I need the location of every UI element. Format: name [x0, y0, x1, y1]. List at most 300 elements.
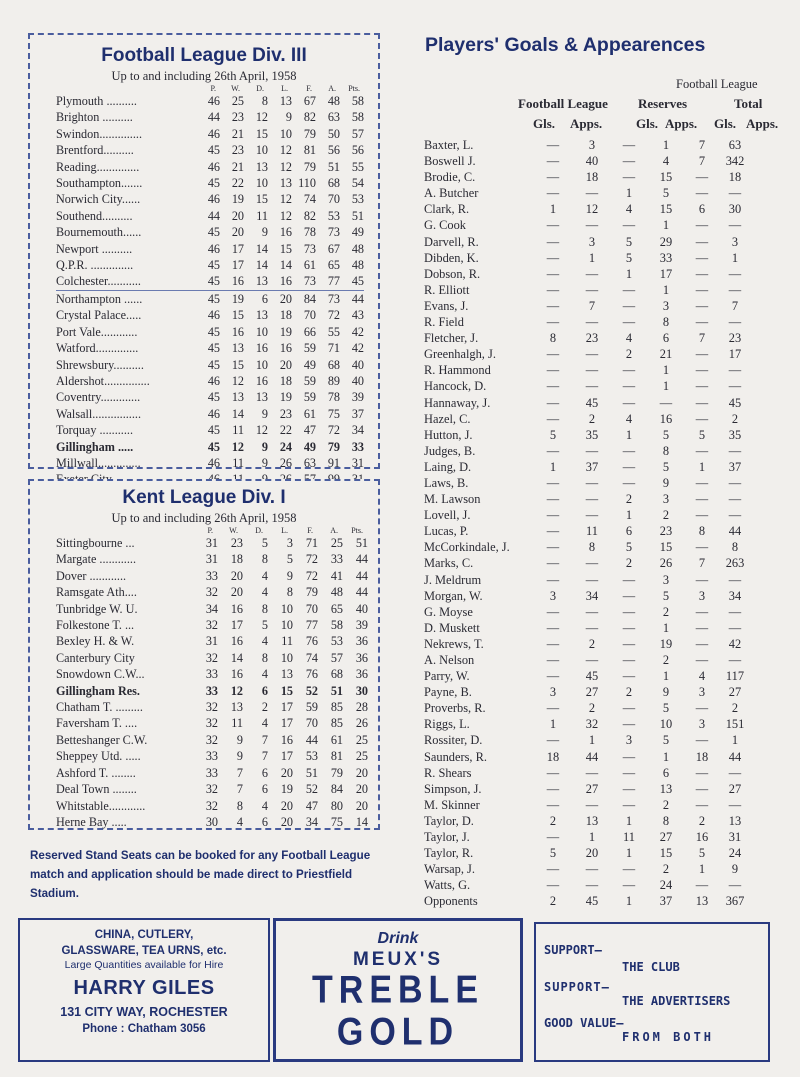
stat-cell: 44	[355, 585, 368, 600]
stat-cell: 15	[279, 241, 292, 256]
table-row	[424, 572, 752, 588]
stat-cell: 33	[205, 667, 218, 682]
stat-cell: 48	[330, 585, 343, 600]
stat-cell: 46	[207, 373, 220, 388]
stat-cell: —	[728, 620, 742, 635]
team-name: Newport ..........	[56, 241, 133, 256]
stat-cell: 14	[230, 650, 243, 665]
table-row	[56, 633, 368, 649]
kent-league-table-box	[28, 479, 380, 830]
stat-cell: 44	[207, 110, 220, 125]
table-row	[424, 491, 752, 507]
stat-cell: 45	[196, 290, 220, 307]
stat-cell: 32	[585, 717, 599, 732]
stat-cell: 78	[327, 390, 340, 405]
table-row	[424, 185, 752, 201]
stat-cell: 10	[280, 650, 293, 665]
stat-cell: 74	[303, 192, 316, 207]
stat-cell: 8	[662, 443, 670, 458]
player-name: G. Cook	[424, 218, 466, 233]
stat-cell: 14	[355, 814, 368, 829]
stat-cell: —	[585, 492, 599, 507]
table-row	[56, 798, 368, 814]
team-name: Canterbury City	[56, 650, 135, 665]
stat-cell: 7	[261, 749, 268, 764]
player-name: Hancock, D.	[424, 379, 487, 394]
stat-cell: —	[728, 186, 742, 201]
stat-cell: 12	[255, 110, 268, 125]
stat-cell: 75	[330, 814, 343, 829]
stat-cell: 9	[662, 685, 670, 700]
stat-cell: 4	[625, 202, 633, 217]
table-row	[424, 378, 752, 394]
stat-cell: 50	[327, 126, 340, 141]
stat-cell: 59	[303, 341, 316, 356]
table-row	[424, 732, 752, 748]
kent-subtitle: Up to and including 26th April, 1958	[111, 511, 297, 525]
table-row	[56, 422, 364, 438]
stat-cell: 17	[280, 700, 293, 715]
meux-brand: MEUX'S	[352, 949, 444, 970]
stat-cell: 82	[303, 208, 316, 223]
stat-cell: —	[728, 443, 742, 458]
stat-cell: 20	[585, 846, 599, 861]
stat-cell: 17	[280, 716, 293, 731]
stat-cell: —	[695, 653, 709, 667]
stat-cell: 20	[355, 798, 368, 813]
stat-cell: —	[622, 669, 636, 684]
table-row	[424, 217, 752, 233]
stat-cell: 46	[207, 455, 220, 470]
stat-cell: 46	[207, 159, 220, 174]
giles-name: HARRY GILES	[73, 977, 215, 999]
table-row	[424, 234, 752, 250]
player-name: Hazel, C.	[424, 411, 471, 426]
stat-cell: 342	[725, 154, 745, 169]
stat-cell: 19	[279, 324, 292, 339]
table-row	[56, 781, 368, 797]
player-name: G. Moyse	[424, 604, 473, 619]
stat-cell: —	[695, 186, 709, 201]
stat-cell: —	[546, 138, 560, 152]
stat-cell: 51	[305, 765, 318, 780]
stat-cell: 151	[725, 717, 745, 732]
player-name: Hannaway, J.	[424, 395, 491, 410]
stat-cell: —	[546, 266, 560, 281]
stat-cell: 1	[662, 282, 670, 297]
stat-cell: —	[546, 347, 560, 362]
stat-cell: —	[546, 475, 560, 490]
team-name: Brighton ..........	[56, 110, 133, 125]
stat-cell: 17	[728, 347, 742, 362]
stat-cell: —	[695, 411, 709, 426]
stat-cell: 1	[625, 846, 633, 861]
stat-cell: 13	[695, 894, 709, 909]
stat-cell: 2	[731, 411, 739, 426]
stat-cell: —	[728, 492, 742, 507]
stat-cell: 33	[330, 552, 343, 567]
stat-cell: 2	[549, 894, 557, 909]
stat-cell: 45	[207, 258, 220, 273]
stat-cell: 13	[255, 390, 268, 405]
table-row	[424, 346, 752, 362]
stat-cell: 74	[305, 650, 318, 665]
stat-cell: 1	[662, 218, 670, 233]
player-name: Lucas, P.	[424, 524, 469, 539]
table-row	[424, 507, 752, 523]
stat-cell: 2	[549, 813, 557, 828]
stat-cell: 45	[585, 395, 599, 410]
stat-cell: 22	[279, 423, 292, 438]
player-name: Laing, D.	[424, 459, 472, 474]
stat-cell: —	[546, 653, 560, 667]
team-name: Brentford..........	[56, 143, 134, 158]
stat-cell: 10	[255, 176, 268, 191]
stat-cell: 13	[280, 667, 293, 682]
stat-cell: 44	[728, 524, 742, 539]
stat-cell: 29	[659, 234, 673, 249]
player-name: A. Butcher	[424, 186, 479, 201]
stat-cell: —	[546, 620, 560, 635]
stat-cell: 2	[261, 700, 268, 715]
table-row	[424, 169, 752, 185]
stat-cell: 2	[662, 862, 670, 877]
div3-header-6: Pts.	[348, 84, 360, 93]
support-line2: THE CLUB	[622, 960, 680, 974]
team-name: Snowdown C.W...	[56, 667, 145, 682]
div3-header-2: D.	[256, 84, 264, 93]
stat-cell: 56	[327, 143, 340, 158]
player-name: Evans, J.	[424, 298, 469, 313]
stat-cell: 42	[351, 341, 364, 356]
stat-cell: 16	[279, 341, 292, 356]
stat-cell: 17	[659, 266, 673, 281]
header-football-league: Football League	[518, 96, 608, 111]
stat-cell: 18	[728, 170, 742, 185]
stat-cell: 12	[231, 373, 244, 388]
stat-cell: 32	[205, 650, 218, 665]
stat-cell: 15	[255, 192, 268, 207]
table-row	[56, 109, 364, 125]
table-row	[424, 588, 752, 604]
table-row	[424, 749, 752, 765]
stat-cell: —	[546, 540, 560, 555]
stat-cell: 21	[659, 347, 673, 362]
stat-cell: —	[695, 620, 709, 635]
stat-cell: 8	[698, 524, 706, 539]
table-row	[56, 617, 368, 633]
stat-cell: 4	[261, 716, 268, 731]
stat-cell: 4	[698, 669, 706, 684]
giles-line2: GLASSWARE, TEA URNS, etc.	[61, 945, 227, 957]
table-row	[424, 765, 752, 781]
stat-cell: 3	[731, 234, 739, 249]
stat-cell: 5	[286, 552, 293, 567]
stat-cell: 70	[305, 601, 318, 616]
header-apps-total: Apps.	[746, 116, 779, 131]
table-row	[56, 340, 364, 356]
table-row	[424, 555, 752, 571]
stat-cell: 43	[351, 308, 364, 323]
stat-cell: 75	[327, 406, 340, 421]
table-row	[424, 829, 752, 845]
table-row	[56, 535, 368, 551]
team-name: Margate ............	[56, 552, 136, 567]
stat-cell: 45	[207, 390, 220, 405]
stat-cell: 65	[327, 258, 340, 273]
team-name: Crystal Palace.....	[56, 308, 142, 323]
players-title: Players' Goals & Appearences	[425, 34, 706, 56]
stat-cell: 1	[662, 379, 670, 394]
stat-cell: 18	[230, 552, 243, 567]
stat-cell: 70	[305, 716, 318, 731]
stat-cell: 14	[279, 258, 292, 273]
stat-cell: —	[546, 298, 560, 313]
stat-cell: 15	[659, 846, 673, 861]
stat-cell: 72	[305, 552, 318, 567]
stat-cell: 5	[662, 186, 670, 201]
player-name: Brodie, C.	[424, 170, 476, 185]
stat-cell: 79	[330, 765, 343, 780]
stat-cell: 8	[261, 552, 268, 567]
kent-title: Kent League Div. I	[122, 487, 286, 508]
kent-header-2: D.	[255, 526, 263, 535]
stat-cell: —	[585, 878, 599, 893]
meux-drink: Drink	[377, 930, 419, 947]
stat-cell: 67	[303, 94, 316, 108]
stat-cell: 13	[659, 781, 673, 796]
kent-header-5: A.	[330, 526, 338, 535]
stat-cell: 5	[549, 846, 557, 861]
stat-cell: 24	[728, 846, 742, 861]
team-name: Port Vale............	[56, 324, 138, 339]
stat-cell: 84	[292, 290, 316, 307]
stat-cell: 36	[355, 634, 368, 649]
stat-cell: 85	[330, 716, 343, 731]
stat-cell: 2	[662, 604, 670, 619]
stat-cell: —	[546, 411, 560, 426]
table-row	[56, 357, 364, 373]
stat-cell: —	[585, 508, 599, 523]
stat-cell: 32	[205, 700, 218, 715]
player-name: Greenhalgh, J.	[424, 347, 496, 362]
stat-cell: 68	[327, 357, 340, 372]
stat-cell: 48	[351, 241, 364, 256]
team-name: Sheppey Utd. .....	[56, 749, 141, 764]
player-name: Dobson, R.	[424, 266, 481, 281]
stat-cell: 45	[207, 341, 220, 356]
stat-cell: 13	[279, 94, 292, 108]
stat-cell: 19	[220, 290, 244, 307]
stat-cell: 16	[659, 411, 673, 426]
stat-cell: 3	[549, 588, 557, 603]
stat-cell: 44	[207, 208, 220, 223]
stat-cell: 30	[728, 202, 742, 217]
stat-cell: 45	[207, 274, 220, 289]
team-name: Herne Bay .....	[56, 814, 127, 829]
stat-cell: 31	[205, 552, 218, 567]
team-name: Aldershot...............	[56, 373, 150, 388]
stat-cell: 37	[585, 459, 599, 474]
stat-cell: 84	[330, 782, 343, 797]
team-name: Ashford T. ........	[56, 765, 136, 780]
stat-cell: —	[622, 604, 636, 619]
stat-cell: 31	[351, 455, 364, 470]
stat-cell: 16	[230, 667, 243, 682]
stat-cell: 9	[236, 732, 243, 747]
team-name: Q.P.R. ..............	[56, 258, 134, 273]
table-row	[56, 159, 364, 175]
stat-cell: —	[695, 250, 709, 265]
table-row	[424, 459, 752, 475]
stat-cell: 46	[207, 126, 220, 141]
team-name: Deal Town ........	[56, 782, 137, 797]
team-name: Torquay ...........	[56, 423, 133, 438]
stat-cell: —	[728, 266, 742, 281]
stat-cell: 25	[355, 749, 368, 764]
stat-cell: 36	[355, 667, 368, 682]
stat-cell: —	[728, 604, 742, 619]
stat-cell: 5	[261, 618, 268, 633]
header-apps-res: Apps.	[665, 116, 698, 131]
stat-cell: 19	[279, 390, 292, 405]
stat-cell: 61	[303, 258, 316, 273]
stat-cell: —	[585, 443, 599, 458]
stat-cell: 4	[261, 798, 268, 813]
table-row	[56, 650, 368, 666]
table-row	[424, 362, 752, 378]
stat-cell: 7	[698, 556, 706, 571]
stat-cell: 8	[731, 540, 739, 555]
player-name: Taylor, D.	[424, 813, 474, 828]
player-name: Rossiter, D.	[424, 733, 483, 748]
stat-cell: 33	[205, 568, 218, 583]
stat-cell: —	[695, 636, 709, 651]
table-row	[424, 620, 752, 636]
stat-cell: —	[622, 459, 636, 474]
stat-cell: —	[585, 379, 599, 394]
stat-cell: 59	[303, 390, 316, 405]
team-name: Betteshanger C.W.	[56, 732, 148, 747]
stat-cell: 48	[327, 94, 340, 108]
meux-treble-gold-advert	[273, 918, 523, 1062]
stat-cell: 16	[231, 274, 244, 289]
stat-cell: 20	[230, 568, 243, 583]
stat-cell: 71	[327, 341, 340, 356]
stat-cell: 63	[728, 138, 742, 152]
stat-cell: 20	[280, 765, 293, 780]
stat-cell: —	[728, 315, 742, 330]
team-name: Watford..............	[56, 341, 139, 356]
stat-cell: 79	[303, 126, 316, 141]
stat-cell: —	[622, 218, 636, 233]
stat-cell: —	[622, 862, 636, 877]
stat-cell: 89	[327, 373, 340, 388]
stat-cell: 13	[231, 390, 244, 405]
giles-line1: CHINA, CUTLERY,	[94, 929, 194, 941]
stat-cell: 1	[698, 862, 706, 877]
stat-cell: 1	[625, 266, 633, 281]
stat-cell: —	[728, 379, 742, 394]
stat-cell: —	[695, 572, 709, 587]
stat-cell: —	[546, 154, 560, 169]
stat-cell: 8	[236, 798, 243, 813]
player-name: Riggs, L.	[424, 717, 470, 732]
stat-cell: 5	[698, 846, 706, 861]
stat-cell: —	[695, 508, 709, 523]
stat-cell: —	[695, 781, 709, 796]
stat-cell: 15	[231, 357, 244, 372]
stat-cell: —	[695, 347, 709, 362]
stat-cell: 3	[588, 234, 596, 249]
player-name: Fletcher, J.	[424, 331, 479, 346]
stat-cell: —	[695, 765, 709, 780]
stat-cell: 27	[585, 685, 599, 700]
stat-cell: 2	[625, 347, 633, 362]
header-gls-total: Gls.	[714, 116, 737, 131]
stat-cell: 59	[303, 373, 316, 388]
stat-cell: —	[622, 620, 636, 635]
stat-cell: 13	[255, 159, 268, 174]
stat-cell: 68	[330, 667, 343, 682]
stat-cell: —	[585, 186, 599, 201]
stat-cell: 16	[230, 601, 243, 616]
stat-cell: 8	[261, 650, 268, 665]
stat-cell: 36	[355, 650, 368, 665]
meux-gold: GOLD	[336, 1010, 460, 1054]
stat-cell: 13	[585, 813, 599, 828]
stat-cell: 73	[303, 241, 316, 256]
stat-cell: 14	[231, 406, 244, 421]
stat-cell: —	[546, 186, 560, 201]
stat-cell: —	[546, 492, 560, 507]
stat-cell: 4	[261, 585, 268, 600]
stat-cell: 3	[662, 298, 670, 313]
table-row	[424, 427, 752, 443]
stat-cell: —	[728, 765, 742, 780]
stat-cell: 12	[279, 192, 292, 207]
stat-cell: 5	[625, 234, 633, 249]
stat-cell: 34	[305, 814, 318, 829]
team-name: Northampton ......	[56, 290, 196, 307]
stat-cell: 6	[625, 524, 633, 539]
stat-cell: 2	[662, 653, 670, 667]
stat-cell: 1	[625, 186, 633, 201]
stat-cell: —	[546, 250, 560, 265]
stat-cell: 70	[327, 192, 340, 207]
stat-cell: —	[695, 395, 709, 410]
div3-title: Football League Div. III	[101, 45, 307, 66]
stat-cell: 30	[205, 814, 218, 829]
stat-cell: 63	[327, 110, 340, 125]
stat-cell: —	[546, 443, 560, 458]
stat-cell: 16	[279, 225, 292, 240]
stat-cell: —	[585, 218, 599, 233]
table-row	[424, 668, 752, 684]
stat-cell: —	[695, 797, 709, 812]
stat-cell: 76	[305, 634, 318, 649]
stat-cell: —	[546, 556, 560, 571]
stat-cell: —	[622, 170, 636, 185]
stat-cell: —	[585, 797, 599, 812]
stat-cell: 1	[625, 813, 633, 828]
stat-cell: 73	[327, 225, 340, 240]
table-row	[424, 523, 752, 539]
stat-cell: —	[546, 604, 560, 619]
stat-cell: 49	[303, 357, 316, 372]
team-name: Sittingbourne ...	[56, 536, 135, 550]
stat-cell: 45	[351, 274, 364, 289]
